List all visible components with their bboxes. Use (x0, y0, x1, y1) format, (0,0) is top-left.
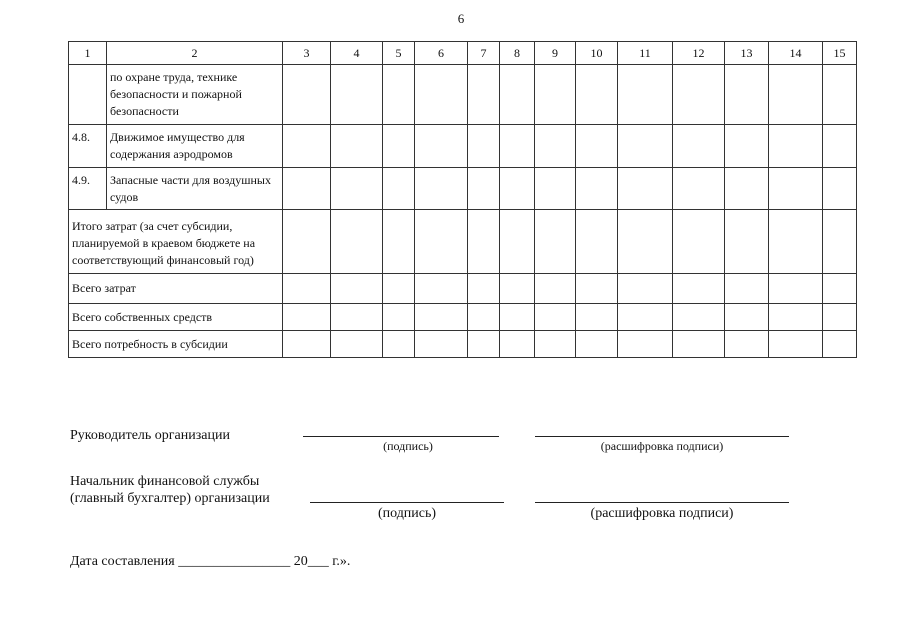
header-cell: 4 (331, 42, 383, 65)
subsidy-need-label: Всего потребность в субсидии (69, 331, 283, 358)
table-row (69, 210, 857, 274)
head-sign-caption: (подпись) (383, 439, 433, 453)
table-row (69, 304, 857, 331)
total-costs-label: Всего затрат (69, 274, 283, 304)
finance-label-line1: Начальник финансовой службы (70, 474, 260, 489)
head-label: Руководитель организации (70, 428, 230, 443)
header-row (69, 42, 857, 65)
page-number: 6 (457, 11, 465, 26)
header-cell: 11 (618, 42, 673, 65)
head-decode-caption: (расшифровка подписи) (600, 439, 724, 453)
header-cell: 8 (500, 42, 535, 65)
header-cell: 1 (69, 42, 107, 65)
finance-decode-line (535, 502, 789, 503)
finance-label-line2: (главный бухгалтер) организации (70, 491, 270, 506)
finance-decode-caption: (расшифровка подписи) (590, 506, 734, 521)
header-cell: 7 (468, 42, 500, 65)
row-name: по охране труда, технике безопасности и пожарной безопасности (107, 65, 283, 125)
table-row (69, 125, 857, 168)
row-name: Движимое имущество для содержания аэродромов (107, 125, 283, 168)
header-cell: 13 (725, 42, 769, 65)
header-cell: 15 (823, 42, 857, 65)
row-number: 4.9. (69, 168, 107, 210)
table-row (69, 274, 857, 304)
total-subsidy-label: Итого затрат (за счет субсидии, планируемой в краевом бюджете на соответствующий финансовый год) (69, 210, 283, 274)
table-row (69, 168, 857, 210)
header-cell: 5 (383, 42, 415, 65)
header-cell: 10 (576, 42, 618, 65)
header-cell: 14 (769, 42, 823, 65)
row-name: Запасные части для воздушных судов (107, 168, 283, 210)
finance-sign-line (310, 502, 504, 503)
head-decode-line (535, 436, 789, 437)
cost-table (68, 41, 857, 358)
row-number (69, 65, 107, 125)
row-number: 4.8. (69, 125, 107, 168)
own-funds-label: Всего собственных средств (69, 304, 283, 331)
head-sign-line (303, 436, 499, 437)
header-cell: 12 (673, 42, 725, 65)
header-cell: 9 (535, 42, 576, 65)
header-cell: 3 (283, 42, 331, 65)
header-cell: 2 (107, 42, 283, 65)
table-row (69, 331, 857, 358)
finance-sign-caption: (подпись) (377, 506, 437, 521)
header-cell: 6 (415, 42, 468, 65)
table-row (69, 65, 857, 125)
date-line: Дата составления ________________ 20___ г.». (70, 554, 351, 569)
